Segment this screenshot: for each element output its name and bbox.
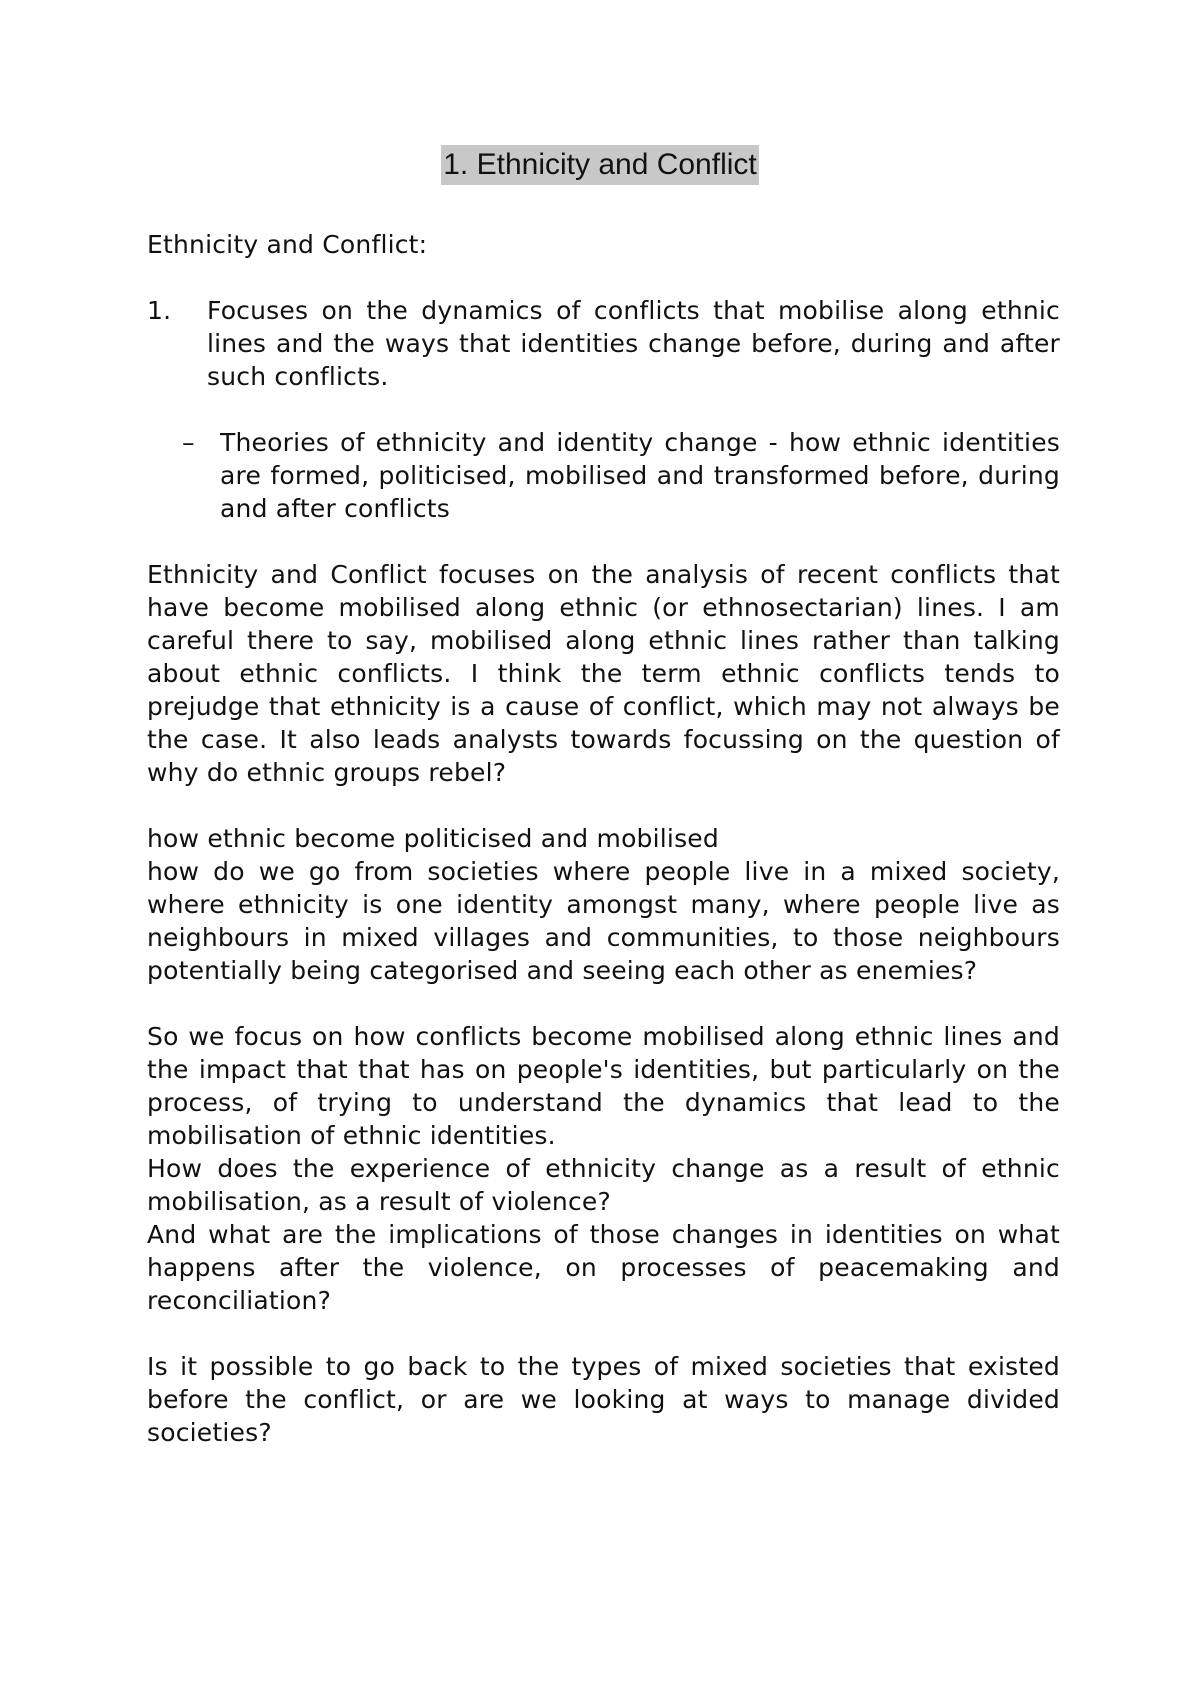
- document-title: 1. Ethnicity and Conflict: [441, 145, 759, 185]
- spacer: [147, 525, 1060, 558]
- paragraph-question: Is it possible to go back to the types of mixed societies that existed before the conflict, or are we looking at ways to manage divided societies?: [147, 1352, 1060, 1447]
- item-number: 1.: [147, 296, 172, 325]
- item-text: Focuses on the dynamics of conflicts that mobilise along ethnic lines and the ways that identities change before, during and after such conflicts.: [207, 296, 1060, 391]
- bullet-item: [182, 426, 1060, 525]
- paragraph-focus: So we focus on how conflicts become mobilised along ethnic lines and the impact that that has on people's identities, but particularly on the process, of trying to understand the dynamics that lead to the mobilisation of ethnic identities.: [147, 1022, 1060, 1150]
- spacer: [147, 393, 1060, 426]
- spacer: [147, 987, 1060, 1020]
- paragraph-analysis: Ethnicity and Conflict focuses on the analysis of recent conflicts that have become mobilised along ethnic (or ethnosectarian) lines. I am careful there to say, mobilised along ethnic lines rather than talking about ethnic conflicts. I think the term ethnic conflicts tends to prejudge that ethnicity is a cause of conflict, which may not always be the case. It also leads analysts towards focussing on the question of why do ethnic groups rebel?: [147, 560, 1060, 787]
- paragraph-implications: And what are the implications of those changes in identities on what happens after the violence, on processes of peacemaking and reconciliation?: [147, 1220, 1060, 1315]
- spacer: [147, 261, 1060, 294]
- paragraph-experience: How does the experience of ethnicity change as a result of ethnic mobilisation, as a result of violence?: [147, 1154, 1060, 1216]
- numbered-item: [147, 294, 1060, 393]
- spacer: [147, 1317, 1060, 1350]
- paragraph-mixed-societies: how do we go from societies where people live in a mixed society, where ethnicity is one identity amongst many, where people live as neighbours in mixed villages and communities, to those neighbours potentially being categorised and seeing each other as enemies?: [147, 857, 1060, 985]
- dash-bullet-icon: –: [182, 428, 195, 457]
- document-body: [147, 228, 1060, 1449]
- paragraph-politicised: how ethnic become politicised and mobilised: [147, 824, 719, 853]
- section-heading: Ethnicity and Conflict:: [147, 230, 428, 259]
- spacer: [147, 789, 1060, 822]
- bullet-text: Theories of ethnicity and identity change - how ethnic identities are formed, politicised, mobilised and transformed before, during and after conflicts: [220, 428, 1060, 523]
- title-container: [0, 145, 1200, 185]
